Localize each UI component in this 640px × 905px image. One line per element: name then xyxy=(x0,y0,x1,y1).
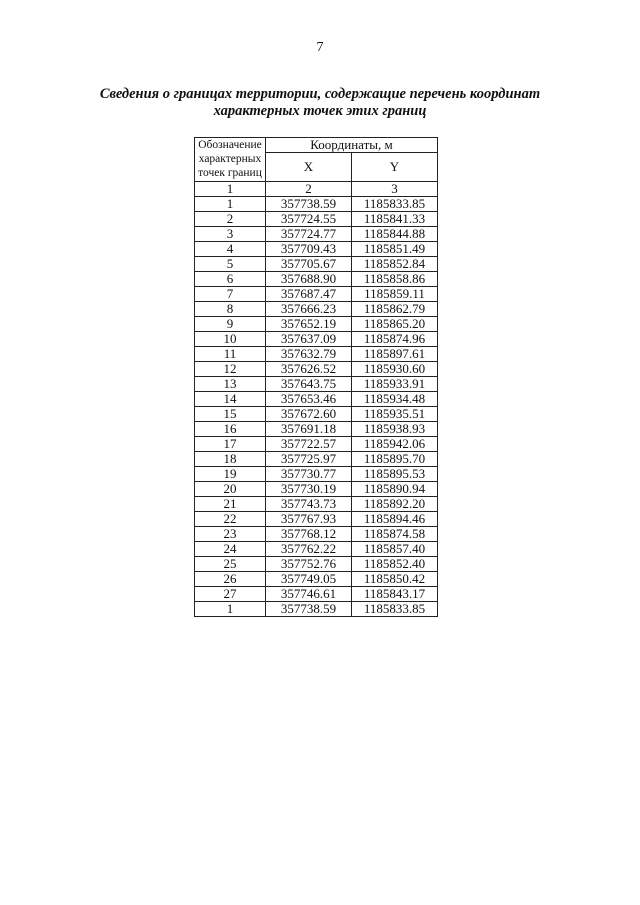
y-coordinate-cell: 1185874.96 xyxy=(352,332,438,347)
x-coordinate-cell: 357752.76 xyxy=(266,557,352,572)
y-coordinate-cell: 1185897.61 xyxy=(352,347,438,362)
y-coordinate-cell: 1185859.11 xyxy=(352,287,438,302)
point-number-cell: 2 xyxy=(195,212,266,227)
table-row xyxy=(195,392,438,407)
y-coordinate-cell: 1185841.33 xyxy=(352,212,438,227)
table-row xyxy=(195,527,438,542)
point-number-cell: 4 xyxy=(195,242,266,257)
table-row xyxy=(195,602,438,617)
x-coordinate-cell: 357724.77 xyxy=(266,227,352,242)
table-row xyxy=(195,332,438,347)
table-row xyxy=(195,302,438,317)
table-row xyxy=(195,212,438,227)
y-coordinate-cell: 1185844.88 xyxy=(352,227,438,242)
y-coordinate-cell: 1185895.70 xyxy=(352,452,438,467)
table-row xyxy=(195,377,438,392)
x-coordinate-cell: 357730.77 xyxy=(266,467,352,482)
x-coordinate-cell: 357743.73 xyxy=(266,497,352,512)
header-point-line-3: точек границ xyxy=(198,167,262,179)
table-row xyxy=(195,227,438,242)
y-coordinate-cell: 1185833.85 xyxy=(352,602,438,617)
x-coordinate-cell: 357637.09 xyxy=(266,332,352,347)
y-coordinate-cell: 1185895.53 xyxy=(352,467,438,482)
table-row xyxy=(195,287,438,302)
y-coordinate-cell: 1185933.91 xyxy=(352,377,438,392)
point-number-cell: 20 xyxy=(195,482,266,497)
point-number-cell: 6 xyxy=(195,272,266,287)
y-coordinate-cell: 1185852.84 xyxy=(352,257,438,272)
y-coordinate-cell: 1185892.20 xyxy=(352,497,438,512)
column-number-3: 3 xyxy=(352,182,438,197)
column-number-1: 1 xyxy=(195,182,266,197)
point-number-cell: 11 xyxy=(195,347,266,362)
table-row xyxy=(195,317,438,332)
point-number-cell: 25 xyxy=(195,557,266,572)
y-coordinate-cell: 1185850.42 xyxy=(352,572,438,587)
point-number-cell: 7 xyxy=(195,287,266,302)
x-coordinate-cell: 357626.52 xyxy=(266,362,352,377)
x-coordinate-cell: 357691.18 xyxy=(266,422,352,437)
y-coordinate-cell: 1185858.86 xyxy=(352,272,438,287)
point-number-cell: 3 xyxy=(195,227,266,242)
x-coordinate-cell: 357762.22 xyxy=(266,542,352,557)
table-row xyxy=(195,437,438,452)
title-line-1: Сведения о границах территории, содержащие перечень координат xyxy=(99,86,541,102)
y-coordinate-cell: 1185894.46 xyxy=(352,512,438,527)
x-coordinate-cell: 357672.60 xyxy=(266,407,352,422)
table-header xyxy=(195,138,438,197)
point-number-cell: 8 xyxy=(195,302,266,317)
y-coordinate-cell: 1185934.48 xyxy=(352,392,438,407)
x-coordinate-cell: 357722.57 xyxy=(266,437,352,452)
coordinates-table xyxy=(194,137,438,617)
page-number: 7 xyxy=(316,40,324,55)
x-coordinate-cell: 357767.93 xyxy=(266,512,352,527)
y-coordinate-cell: 1185833.85 xyxy=(352,197,438,212)
x-coordinate-cell: 357666.23 xyxy=(266,302,352,317)
table-row xyxy=(195,422,438,437)
y-coordinate-cell: 1185938.93 xyxy=(352,422,438,437)
point-number-cell: 23 xyxy=(195,527,266,542)
header-point-designation xyxy=(195,138,266,182)
table-row xyxy=(195,557,438,572)
point-number-cell: 27 xyxy=(195,587,266,602)
point-number-cell: 10 xyxy=(195,332,266,347)
table-row xyxy=(195,497,438,512)
x-coordinate-cell: 357643.75 xyxy=(266,377,352,392)
table-row xyxy=(195,272,438,287)
y-coordinate-cell: 1185843.17 xyxy=(352,587,438,602)
point-number-cell: 16 xyxy=(195,422,266,437)
x-coordinate-cell: 357652.19 xyxy=(266,317,352,332)
x-coordinate-cell: 357724.55 xyxy=(266,212,352,227)
x-coordinate-cell: 357632.79 xyxy=(266,347,352,362)
table-row xyxy=(195,587,438,602)
point-number-cell: 1 xyxy=(195,602,266,617)
column-number-row xyxy=(195,182,438,197)
point-number-cell: 13 xyxy=(195,377,266,392)
point-number-cell: 9 xyxy=(195,317,266,332)
point-number-cell: 14 xyxy=(195,392,266,407)
table-row xyxy=(195,242,438,257)
x-coordinate-cell: 357746.61 xyxy=(266,587,352,602)
table-row xyxy=(195,257,438,272)
x-coordinate-cell: 357687.47 xyxy=(266,287,352,302)
header-point-line-2: характерных xyxy=(198,153,262,165)
table-row xyxy=(195,362,438,377)
x-coordinate-cell: 357653.46 xyxy=(266,392,352,407)
point-number-cell: 12 xyxy=(195,362,266,377)
table-row xyxy=(195,347,438,362)
x-coordinate-cell: 357768.12 xyxy=(266,527,352,542)
header-y: Y xyxy=(352,153,438,182)
x-coordinate-cell: 357730.19 xyxy=(266,482,352,497)
point-number-cell: 15 xyxy=(195,407,266,422)
table-row xyxy=(195,572,438,587)
title-line-2: характерных точек этих границ xyxy=(213,103,427,119)
point-number-cell: 24 xyxy=(195,542,266,557)
y-coordinate-cell: 1185851.49 xyxy=(352,242,438,257)
table-row xyxy=(195,407,438,422)
document-title xyxy=(60,86,580,120)
table-row xyxy=(195,467,438,482)
x-coordinate-cell: 357705.67 xyxy=(266,257,352,272)
x-coordinate-cell: 357725.97 xyxy=(266,452,352,467)
x-coordinate-cell: 357738.59 xyxy=(266,602,352,617)
header-point-line-1: Обозначение xyxy=(198,139,262,151)
point-number-cell: 17 xyxy=(195,437,266,452)
header-x: X xyxy=(266,153,352,182)
y-coordinate-cell: 1185930.60 xyxy=(352,362,438,377)
table-row xyxy=(195,197,438,212)
header-coordinates: Координаты, м xyxy=(266,138,438,153)
y-coordinate-cell: 1185857.40 xyxy=(352,542,438,557)
column-number-2: 2 xyxy=(266,182,352,197)
y-coordinate-cell: 1185935.51 xyxy=(352,407,438,422)
table-row xyxy=(195,482,438,497)
point-number-cell: 5 xyxy=(195,257,266,272)
y-coordinate-cell: 1185874.58 xyxy=(352,527,438,542)
x-coordinate-cell: 357709.43 xyxy=(266,242,352,257)
point-number-cell: 19 xyxy=(195,467,266,482)
x-coordinate-cell: 357688.90 xyxy=(266,272,352,287)
table-body xyxy=(195,197,438,617)
x-coordinate-cell: 357738.59 xyxy=(266,197,352,212)
table-row xyxy=(195,542,438,557)
point-number-cell: 22 xyxy=(195,512,266,527)
table-row xyxy=(195,452,438,467)
point-number-cell: 26 xyxy=(195,572,266,587)
point-number-cell: 21 xyxy=(195,497,266,512)
y-coordinate-cell: 1185865.20 xyxy=(352,317,438,332)
point-number-cell: 18 xyxy=(195,452,266,467)
y-coordinate-cell: 1185862.79 xyxy=(352,302,438,317)
y-coordinate-cell: 1185890.94 xyxy=(352,482,438,497)
y-coordinate-cell: 1185852.40 xyxy=(352,557,438,572)
table-row xyxy=(195,512,438,527)
x-coordinate-cell: 357749.05 xyxy=(266,572,352,587)
y-coordinate-cell: 1185942.06 xyxy=(352,437,438,452)
point-number-cell: 1 xyxy=(195,197,266,212)
